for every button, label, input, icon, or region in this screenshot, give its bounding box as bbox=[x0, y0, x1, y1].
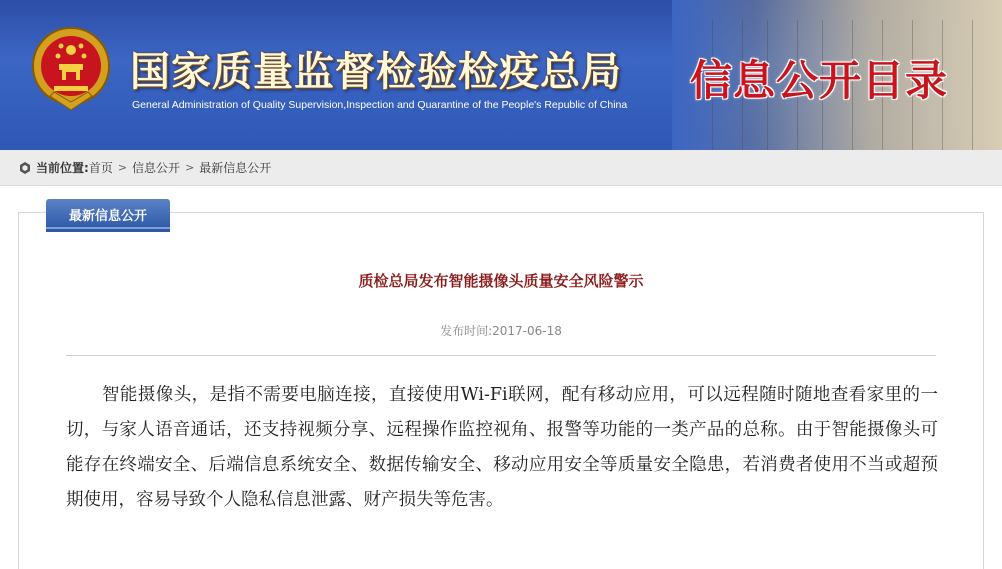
date-value: 2017-06-18 bbox=[492, 324, 562, 338]
breadcrumb-info-link[interactable]: 信息公开 bbox=[132, 161, 181, 175]
breadcrumb-label: 当前位置: bbox=[36, 161, 89, 175]
date-label: 发布时间: bbox=[440, 324, 493, 338]
section-title: 信息公开目录 bbox=[690, 56, 949, 105]
tab-latest-info[interactable]: 最新信息公开 bbox=[46, 199, 170, 229]
article-date bbox=[0, 322, 1002, 339]
agency-title: 国家质量监督检验检疫总局 bbox=[130, 48, 622, 95]
article-body: 智能摄像头，是指不需要电脑连接，直接使用Wi-Fi联网，配有移动应用，可以远程随时随地查看家里的一切，与家人语音通话，还支持视频分享、远程操作监控视角、报警等功能的一类产品的总称。由于智能摄像头可能存在终端安全、后端信息系统安全、数据传输安全、移动应用安全等质量安全隐患，若消费者使用不当或超预期使用，容易导致个人隐私信息泄露、财产损失等危害。 bbox=[66, 385, 938, 510]
article-title: 质检总局发布智能摄像头质量安全风险警示 bbox=[358, 272, 644, 290]
national-emblem-icon bbox=[28, 22, 114, 118]
breadcrumb-separator: > bbox=[117, 161, 128, 174]
location-pin-icon bbox=[18, 161, 32, 175]
breadcrumb-home-link[interactable]: 首页 bbox=[88, 161, 113, 175]
breadcrumb bbox=[0, 150, 1002, 186]
breadcrumb-latest-link[interactable]: 最新信息公开 bbox=[199, 161, 272, 175]
divider bbox=[66, 355, 936, 356]
agency-subtitle: General Administration of Quality Supervision,Inspection and Quarantine of the People's Republic of China bbox=[132, 99, 628, 111]
site-banner bbox=[0, 0, 1002, 150]
breadcrumb-separator: > bbox=[185, 161, 195, 174]
